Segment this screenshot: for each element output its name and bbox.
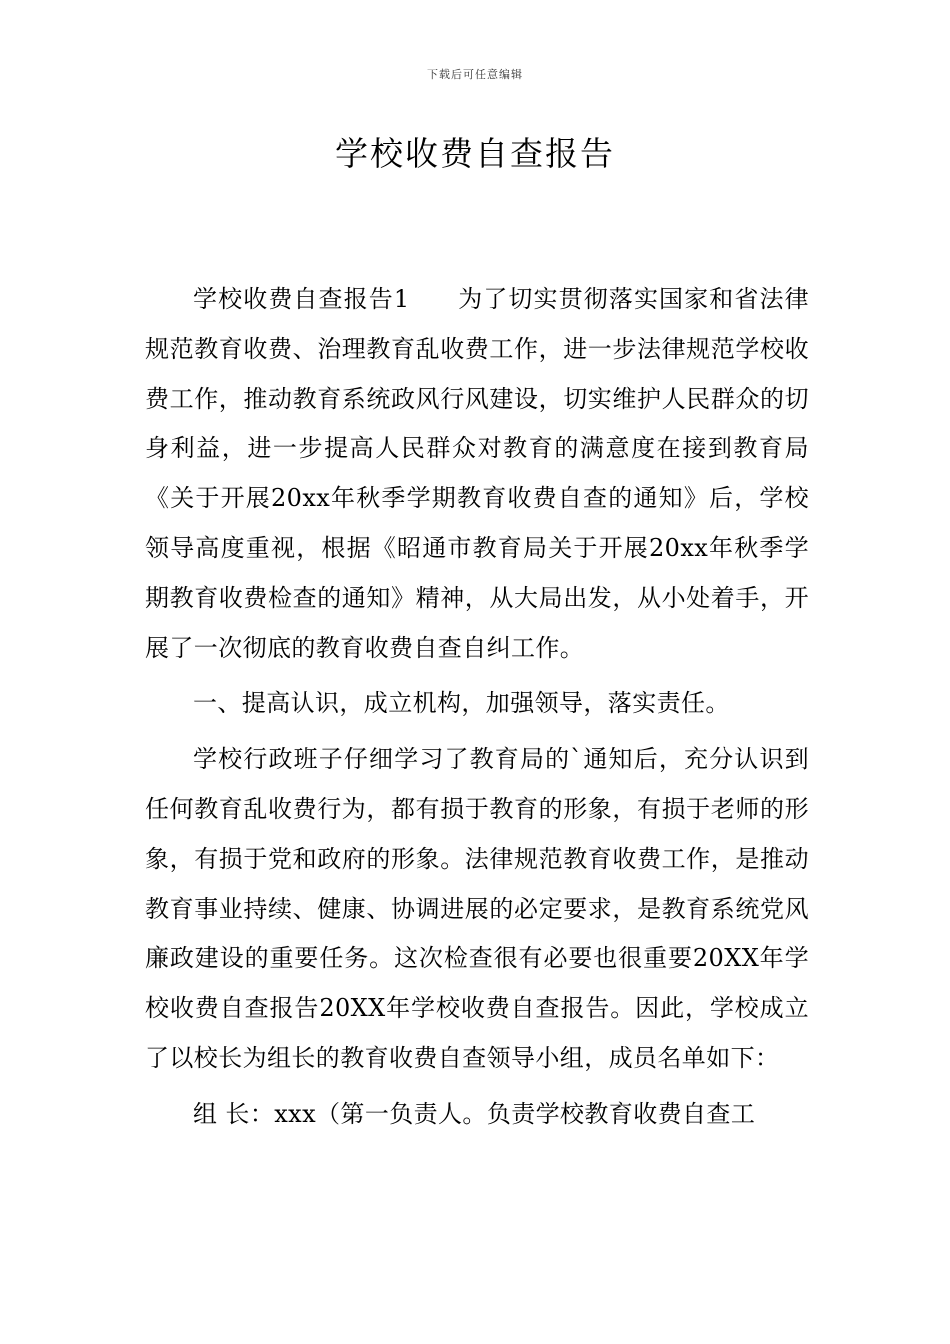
document-title: 学校收费自查报告 xyxy=(335,134,615,173)
paragraph-section-1: 学校行政班子仔细学习了教育局的`通知后，充分认识到任何教育乱收费行为，都有损于教育的形象，有损于老师的形象，有损于党和政府的形象。法律规范教育收费工作，是推动教育事业持续、健康、协调进展的必定要求，是教育系统党风廉政建设的重要任务。这次检查很有必要也很重要20XX年学校收费自查报告20XX年学校收费自查报告。因此，学校成立了以校长为组长的教育收费自查领导小组，成员名单如下： xyxy=(145,745,809,1072)
header-note: 下载后可任意编辑 xyxy=(427,68,523,81)
paragraph-members: 组 长：xxx（第一负责人。负责学校教育收费自查工 xyxy=(193,1099,756,1128)
report-lead-label: 学校收费自查报告1 xyxy=(193,285,410,313)
paragraph-intro xyxy=(145,275,809,673)
document-body xyxy=(145,275,809,1146)
paragraph-intro-text: 为了切实贯彻落实国家和省法律规范教育收费、治理教育乱收费工作，进一步法律规范学校收费工作，推动教育系统政风行风建设，切实维护人民群众的切身利益，进一步提高人民群众对教育的满意度在接到教育局《关于开展20xx年秋季学期教育收费自查的通知》后，学校领导高度重视，根据《昭通市教育局关于开展20xx年秋季学期教育收费检查的通知》精神，从大局出发，从小处着手，开展了一次彻底的教育收费自查自纠工作。 xyxy=(145,285,809,662)
section-heading-1: 一、提高认识，成立机构，加强领导，落实责任。 xyxy=(193,689,730,718)
